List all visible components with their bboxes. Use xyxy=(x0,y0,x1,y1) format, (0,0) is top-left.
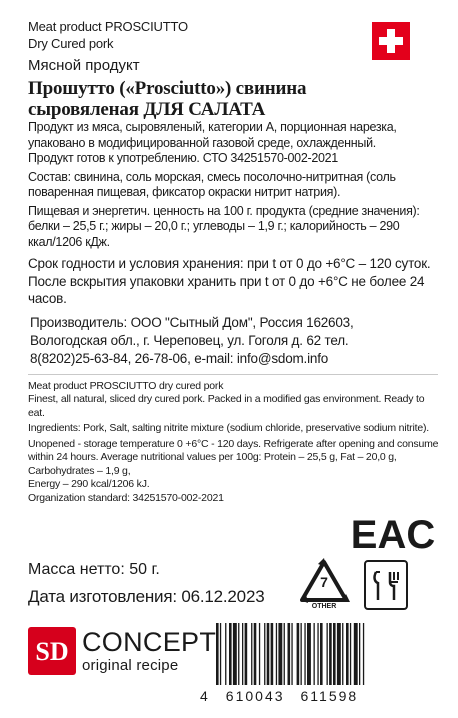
barcode-digit-group: 610043 xyxy=(225,688,285,704)
ru-manufacturer xyxy=(28,314,440,368)
header-line-2: Dry Cured pork xyxy=(28,36,114,51)
barcode-digit-group: 611598 xyxy=(300,688,359,704)
en-standard: Organization standard: 34251570-002-2021 xyxy=(28,491,224,504)
production-date: Дата изготовления: 06.12.2023 xyxy=(28,587,265,606)
ru-ingredients: Состав: свинина, соль морская, смесь посолочно-нитритная (соль поваренная пищевая, фиксатор окраски нитрит натрия). xyxy=(28,169,396,199)
ru-nutrition: Пищевая и энергетич. ценность на 100 г. продукта (средние значения): белки – 25,5 г.; жиры – 20,0 г.; углеводы – 1,9 г.; калорийность – 290 ккал/1206 кДж. xyxy=(28,203,420,249)
brand-slogan: original recipe xyxy=(82,657,179,674)
manufacturer-line-2: Вологодская обл., г. Череповец, ул. Гоголя д. 62 тел. xyxy=(30,332,349,348)
manufacturer-line-1: Производитель: ООО "Сытный Дом", Россия 162603, xyxy=(30,314,354,330)
title-line-1: Прошутто («Prosciutto») свинина xyxy=(28,78,307,99)
eac-text: EAC xyxy=(350,513,436,557)
en-ingredients: Ingredients: Pork, Salt, salting nitrite mixture (sodium chloride, preservative sodium nitrite). xyxy=(28,422,429,434)
ru-standard: Продукт готов к употреблению. СТО 34251570-002-2021 xyxy=(28,151,338,165)
divider xyxy=(28,374,438,375)
eac-mark-icon xyxy=(350,508,436,557)
ru-description: Продукт из мяса, сыровяленый, категории А, порционная нарезка, упаковано в модифицированной газовой среде, охлажденный. xyxy=(28,120,397,150)
sd-logo-icon xyxy=(28,627,76,675)
en-energy: Energy – 290 kcal/1206 kJ. xyxy=(28,478,150,490)
brand-name: CONCEPT xyxy=(82,627,217,657)
product-title xyxy=(28,78,440,120)
barcode-digit-group: 4 xyxy=(200,688,210,704)
ru-storage: Срок годности и условия хранения: при t от 0 до +6°С – 120 суток. После вскрытия упаковки хранить при t от 0 до +6°С не более 24 часов. xyxy=(28,256,431,306)
recycle-caption: OTHER xyxy=(311,603,337,610)
en-title: Meat product PROSCIUTTO dry cured pork xyxy=(28,379,224,392)
en-description: Finest, all natural, sliced dry cured pork. Packed in a modified gas environment. Ready to eat. xyxy=(28,393,425,419)
food-safe-icon xyxy=(364,560,408,610)
barcode xyxy=(214,623,428,685)
en-storage: Unopened - storage temperature 0 +6°C - 120 days. Refrigerate after opening and consume within 24 hours. Average nutritional values per 100g: Protein – 25,5 g, Fat – 20,0 g, Carbohydrates – 1,9 g, xyxy=(28,437,439,477)
recycle-number: 7 xyxy=(320,574,328,590)
swiss-flag-icon xyxy=(372,22,410,60)
header-line-1: Meat product PROSCIUTTO xyxy=(28,19,188,34)
net-weight: Масса нетто: 50 г. xyxy=(28,561,160,578)
ru-category: Мясной продукт xyxy=(28,57,140,74)
manufacturer-line-3: 8(8202)25-63-84, 26-78-06, e-mail: info@sdom.info xyxy=(30,350,329,366)
logo-letters: SD xyxy=(35,637,69,666)
barcode-digits xyxy=(200,688,438,704)
title-line-2: сыровяленая ДЛЯ САЛАТА xyxy=(28,99,266,120)
